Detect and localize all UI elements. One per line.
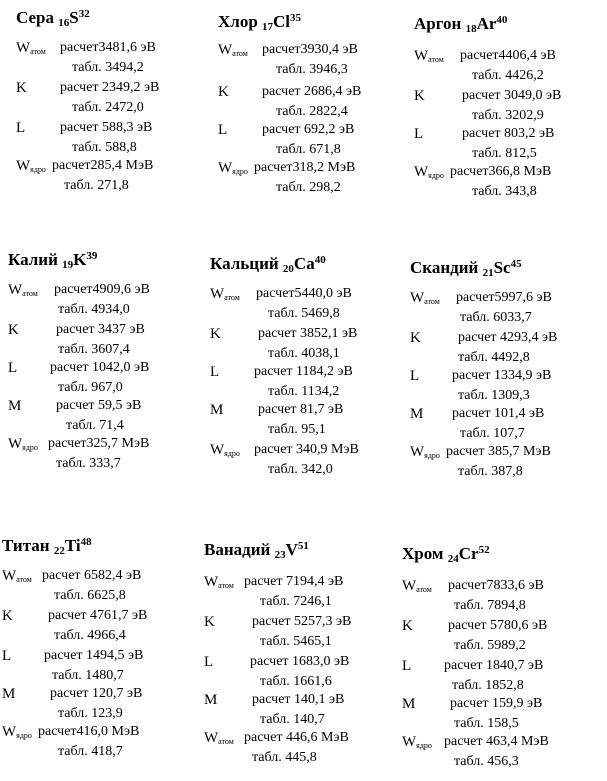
table-value: табл. 456,3 bbox=[454, 754, 519, 769]
table-value: табл. 2472,0 bbox=[72, 100, 144, 115]
table-value: табл. 107,7 bbox=[460, 426, 525, 441]
calc-value: расчет 2349,2 эВ bbox=[60, 80, 160, 95]
row-label: L bbox=[16, 120, 26, 136]
energy-row bbox=[410, 368, 605, 408]
energy-row bbox=[16, 80, 216, 120]
row-label: M bbox=[2, 686, 16, 702]
table-value: табл. 6625,8 bbox=[54, 588, 126, 603]
calc-value: расчет 6582,4 эВ bbox=[42, 568, 142, 583]
calc-value: расчет 3852,1 эВ bbox=[258, 326, 358, 341]
calc-value: расчет285,4 МэВ bbox=[52, 158, 154, 173]
table-value: табл. 6033,7 bbox=[460, 310, 532, 325]
row-label: M bbox=[402, 696, 416, 712]
energy-row bbox=[2, 648, 202, 688]
table-value: табл. 588,8 bbox=[72, 140, 137, 155]
calc-value: расчет 5780,6 эВ bbox=[448, 618, 548, 633]
energy-row bbox=[414, 88, 604, 128]
table-value: табл. 4038,1 bbox=[268, 346, 340, 361]
table-value: табл. 1134,2 bbox=[268, 384, 340, 399]
energy-row bbox=[204, 730, 404, 770]
energy-row bbox=[402, 696, 602, 736]
energy-row bbox=[16, 158, 216, 198]
table-value: табл. 7246,1 bbox=[260, 594, 332, 609]
row-label: $W_{атом}$ bbox=[8, 282, 38, 298]
element-title: Сера $_{16}S^{32}$ bbox=[16, 8, 90, 29]
table-value: табл. 343,8 bbox=[472, 184, 537, 199]
calc-value: расчет3930,4 эВ bbox=[262, 42, 358, 57]
row-label: $W_{атом}$ bbox=[16, 40, 46, 56]
energy-row bbox=[218, 84, 418, 124]
table-value: табл. 3202,9 bbox=[472, 108, 544, 123]
energy-row bbox=[210, 364, 410, 404]
table-value: табл. 7894,8 bbox=[454, 598, 526, 613]
calc-value: расчет 803,2 эВ bbox=[462, 126, 555, 141]
row-label: $W_{ядро}$ bbox=[8, 436, 38, 452]
energy-row bbox=[8, 398, 208, 438]
energy-row bbox=[204, 614, 404, 654]
table-value: табл. 3494,2 bbox=[72, 60, 144, 75]
table-value: табл. 3607,4 bbox=[58, 342, 130, 357]
energy-row bbox=[2, 724, 202, 764]
calc-value: расчет 1683,0 эВ bbox=[250, 654, 350, 669]
energy-row bbox=[414, 48, 604, 88]
table-value: табл. 333,7 bbox=[56, 456, 121, 471]
row-label: $W_{атом}$ bbox=[204, 574, 234, 590]
row-label: K bbox=[410, 330, 421, 346]
row-label: $W_{атом}$ bbox=[218, 42, 248, 58]
table-value: табл. 1852,8 bbox=[452, 678, 524, 693]
table-value: табл. 4492,8 bbox=[458, 350, 530, 365]
row-label: K bbox=[204, 614, 215, 630]
row-label: M bbox=[410, 406, 424, 422]
row-label: L bbox=[410, 368, 420, 384]
calc-value: расчет 7194,4 эВ bbox=[244, 574, 344, 589]
energy-row bbox=[410, 290, 605, 330]
energy-row bbox=[402, 734, 602, 774]
table-value: табл. 387,8 bbox=[458, 464, 523, 479]
energy-row bbox=[8, 322, 208, 362]
element-title: Аргон $_{18}Ar^{40}$ bbox=[414, 14, 508, 35]
table-value: табл. 967,0 bbox=[58, 380, 123, 395]
calc-value: расчет4406,4 эВ bbox=[460, 48, 556, 63]
table-value: табл. 1309,3 bbox=[458, 388, 530, 403]
calc-value: расчет 1042,0 эВ bbox=[50, 360, 150, 375]
energy-row bbox=[402, 578, 602, 618]
row-label: $W_{атом}$ bbox=[2, 568, 32, 584]
row-label: K bbox=[16, 80, 27, 96]
energy-row bbox=[410, 330, 605, 370]
calc-value: расчет 5257,3 эВ bbox=[252, 614, 352, 629]
table-value: табл. 71,4 bbox=[66, 418, 124, 433]
table-value: табл. 140,7 bbox=[260, 712, 325, 727]
row-label: $W_{ядро}$ bbox=[16, 158, 46, 174]
calc-value: расчет5997,6 эВ bbox=[456, 290, 552, 305]
energy-row bbox=[402, 618, 602, 658]
table-value: табл. 342,0 bbox=[268, 462, 333, 477]
table-value: табл. 3946,3 bbox=[276, 62, 348, 77]
row-label: K bbox=[402, 618, 413, 634]
row-label: M bbox=[8, 398, 22, 414]
row-label: $W_{атом}$ bbox=[204, 730, 234, 746]
element-title: Скандий $_{21}Sc^{45}$ bbox=[410, 258, 522, 279]
energy-row bbox=[414, 164, 604, 204]
row-label: L bbox=[210, 364, 220, 380]
table-value: табл. 671,8 bbox=[276, 142, 341, 157]
calc-value: расчет 588,3 эВ bbox=[60, 120, 153, 135]
table-value: табл. 5469,8 bbox=[268, 306, 340, 321]
energy-row bbox=[8, 282, 208, 322]
row-label: $W_{ядро}$ bbox=[218, 160, 248, 176]
row-label: K bbox=[218, 84, 229, 100]
calc-value: расчет366,8 МэВ bbox=[450, 164, 552, 179]
calc-value: расчет416,0 МэВ bbox=[38, 724, 140, 739]
energy-row bbox=[414, 126, 604, 166]
row-label: L bbox=[8, 360, 18, 376]
energy-row bbox=[410, 406, 605, 446]
energy-row bbox=[16, 40, 216, 80]
calc-value: расчет325,7 МэВ bbox=[48, 436, 150, 451]
row-label: $W_{ядро}$ bbox=[2, 724, 32, 740]
calc-value: расчет 692,2 эВ bbox=[262, 122, 355, 137]
energy-row bbox=[8, 360, 208, 400]
table-value: табл. 298,2 bbox=[276, 180, 341, 195]
row-label: K bbox=[414, 88, 425, 104]
row-label: L bbox=[402, 658, 412, 674]
table-value: табл. 5989,2 bbox=[454, 638, 526, 653]
calc-value: расчет 101,4 эВ bbox=[452, 406, 545, 421]
row-label: M bbox=[210, 402, 224, 418]
element-title: Кальций $_{20}Ca^{40}$ bbox=[210, 254, 326, 275]
element-title: Титан $_{22}Ti^{48}$ bbox=[2, 536, 92, 557]
energy-row bbox=[204, 574, 404, 614]
calc-value: расчет 3049,0 эВ bbox=[462, 88, 562, 103]
calc-value: расчет 81,7 эВ bbox=[258, 402, 344, 417]
table-value: табл. 5465,1 bbox=[260, 634, 332, 649]
calc-value: расчет3481,6 эВ bbox=[60, 40, 156, 55]
calc-value: расчет7833,6 эВ bbox=[448, 578, 544, 593]
energy-row bbox=[8, 436, 208, 476]
calc-value: расчет 446,6 МэВ bbox=[244, 730, 349, 745]
calc-value: расчет 140,1 эВ bbox=[252, 692, 345, 707]
row-label: L bbox=[218, 122, 228, 138]
row-label: $W_{атом}$ bbox=[410, 290, 440, 306]
row-label: $W_{ядро}$ bbox=[414, 164, 444, 180]
element-title: Хлор $_{17}Cl^{35}$ bbox=[218, 12, 302, 33]
calc-value: расчет318,2 МэВ bbox=[254, 160, 356, 175]
row-label: $W_{ядро}$ bbox=[210, 442, 240, 458]
energy-row bbox=[218, 122, 418, 162]
row-label: $W_{ядро}$ bbox=[402, 734, 432, 750]
table-value: табл. 1480,7 bbox=[52, 668, 124, 683]
element-title: Ванадий $_{23}V^{51}$ bbox=[204, 540, 309, 561]
calc-value: расчет 1184,2 эВ bbox=[254, 364, 353, 379]
energy-row bbox=[410, 444, 605, 484]
energy-row bbox=[210, 402, 410, 442]
row-label: L bbox=[2, 648, 12, 664]
energy-row bbox=[2, 568, 202, 608]
energy-row bbox=[2, 608, 202, 648]
table-value: табл. 1661,6 bbox=[260, 674, 332, 689]
energy-row bbox=[210, 286, 410, 326]
table-value: табл. 158,5 bbox=[454, 716, 519, 731]
row-label: K bbox=[210, 326, 221, 342]
calc-value: расчет 340,9 МэВ bbox=[254, 442, 359, 457]
row-label: M bbox=[204, 692, 218, 708]
calc-value: расчет 2686,4 эВ bbox=[262, 84, 362, 99]
energy-row bbox=[210, 442, 410, 482]
energy-row bbox=[210, 326, 410, 366]
calc-value: расчет 1840,7 эВ bbox=[444, 658, 544, 673]
table-value: табл. 271,8 bbox=[64, 178, 129, 193]
energy-row bbox=[218, 160, 418, 200]
calc-value: расчет 4293,4 эВ bbox=[458, 330, 558, 345]
calc-value: расчет5440,0 эВ bbox=[256, 286, 352, 301]
row-label: K bbox=[8, 322, 19, 338]
row-label: $W_{ядро}$ bbox=[410, 444, 440, 460]
table-value: табл. 95,1 bbox=[268, 422, 326, 437]
calc-value: расчет 463,4 МэВ bbox=[444, 734, 549, 749]
calc-value: расчет 159,9 эВ bbox=[450, 696, 543, 711]
table-value: табл. 418,7 bbox=[58, 744, 123, 759]
energy-row bbox=[204, 654, 404, 694]
energy-row bbox=[218, 42, 418, 82]
element-title: Хром $_{24}Cr^{52}$ bbox=[402, 544, 490, 565]
row-label: $W_{атом}$ bbox=[210, 286, 240, 302]
table-value: табл. 812,5 bbox=[472, 146, 537, 161]
calc-value: расчет 59,5 эВ bbox=[56, 398, 142, 413]
table-value: табл. 2822,4 bbox=[276, 104, 348, 119]
energy-row bbox=[402, 658, 602, 698]
row-label: L bbox=[414, 126, 424, 142]
table-value: табл. 4934,0 bbox=[58, 302, 130, 317]
table-value: табл. 4966,4 bbox=[54, 628, 126, 643]
calc-value: расчет 1494,5 эВ bbox=[44, 648, 144, 663]
row-label: $W_{атом}$ bbox=[402, 578, 432, 594]
element-title: Калий $_{19}K^{39}$ bbox=[8, 250, 98, 271]
calc-value: расчет 120,7 эВ bbox=[50, 686, 143, 701]
table-value: табл. 123,9 bbox=[58, 706, 123, 721]
calc-value: расчет 3437 эВ bbox=[56, 322, 145, 337]
calc-value: расчет 385,7 МэВ bbox=[446, 444, 551, 459]
energy-row bbox=[16, 120, 216, 160]
energy-row bbox=[204, 692, 404, 732]
calc-value: расчет 1334,9 эВ bbox=[452, 368, 552, 383]
table-value: табл. 445,8 bbox=[252, 750, 317, 765]
energy-row bbox=[2, 686, 202, 726]
row-label: K bbox=[2, 608, 13, 624]
table-value: табл. 4426,2 bbox=[472, 68, 544, 83]
row-label: $W_{атом}$ bbox=[414, 48, 444, 64]
calc-value: расчет4909,6 эВ bbox=[54, 282, 150, 297]
row-label: L bbox=[204, 654, 214, 670]
calc-value: расчет 4761,7 эВ bbox=[48, 608, 148, 623]
